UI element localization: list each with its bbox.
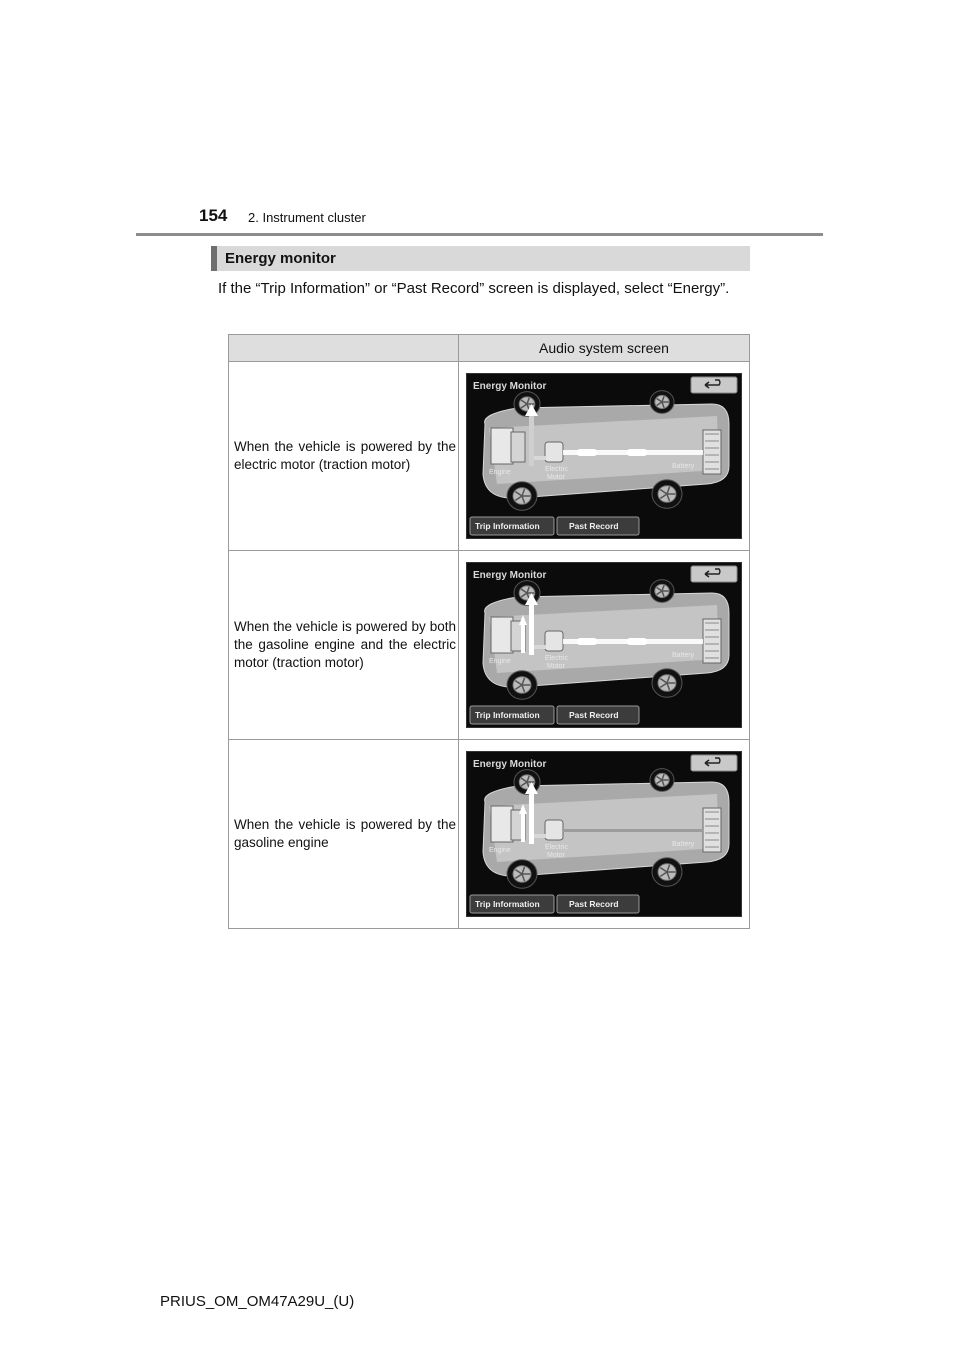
trip-information-label: Trip Information xyxy=(475,710,540,720)
label-electric-motor-line2: Motor xyxy=(547,474,565,481)
label-electric-motor-line1: Electric xyxy=(545,844,568,851)
label-electric-motor-line1: Electric xyxy=(545,655,568,662)
label-engine: Engine xyxy=(489,658,511,665)
front-right-wheel-icon xyxy=(652,669,682,698)
label-electric-motor-line2: Motor xyxy=(547,663,565,670)
past-record-button[interactable] xyxy=(557,517,639,535)
electric-motor-icon xyxy=(545,442,563,462)
table-header-blank xyxy=(229,335,459,362)
row-description: When the vehicle is powered by the electric motor (traction motor) xyxy=(229,362,459,551)
past-record-button[interactable] xyxy=(557,895,639,913)
label-engine: Engine xyxy=(489,847,511,854)
rear-right-wheel-icon xyxy=(650,391,674,414)
rear-right-wheel-icon xyxy=(650,580,674,603)
label-electric-motor-line1: Electric xyxy=(545,466,568,473)
page-number: 154 xyxy=(199,206,228,225)
trip-information-button[interactable] xyxy=(470,895,554,913)
row-screenshot xyxy=(459,740,750,929)
label-engine: Engine xyxy=(489,469,511,476)
intro-paragraph: If the “Trip Information” or “Past Record” screen is displayed, select “Energy”. xyxy=(218,280,730,297)
row-description: When the vehicle is powered by both the gasoline engine and the electric motor (traction motor) xyxy=(229,551,459,740)
screen-title: Energy Monitor xyxy=(473,570,547,581)
table-row xyxy=(229,740,750,929)
table-row xyxy=(229,362,750,551)
battery-icon xyxy=(703,808,721,852)
front-right-wheel-icon xyxy=(652,480,682,509)
engine-icon xyxy=(491,806,525,842)
label-battery: Battery xyxy=(672,841,695,848)
screen-title: Energy Monitor xyxy=(473,381,547,392)
past-record-label: Past Record xyxy=(569,521,619,531)
return-arrow-icon[interactable] xyxy=(691,755,737,771)
electric-motor-icon xyxy=(545,820,563,840)
table-header-row xyxy=(229,335,750,362)
page-footer: PRIUS_OM_OM47A29U_(U) xyxy=(160,1293,355,1310)
energy-monitor-screen xyxy=(466,373,742,539)
energy-monitor-table xyxy=(228,334,750,929)
energy-monitor-screen xyxy=(466,562,742,728)
table-row xyxy=(229,551,750,740)
engine-icon xyxy=(491,617,525,653)
front-left-wheel-icon xyxy=(507,482,537,511)
past-record-button[interactable] xyxy=(557,706,639,724)
screen-title: Energy Monitor xyxy=(473,759,547,770)
energy-monitor-screen xyxy=(466,751,742,917)
section-heading: Energy monitor xyxy=(211,246,750,271)
front-left-wheel-icon xyxy=(507,671,537,700)
past-record-label: Past Record xyxy=(569,710,619,720)
label-battery: Battery xyxy=(672,652,695,659)
row-description: When the vehicle is powered by the gasoline engine xyxy=(229,740,459,929)
electric-motor-icon xyxy=(545,631,563,651)
chapter-title: 2. Instrument cluster xyxy=(248,210,366,225)
trip-information-label: Trip Information xyxy=(475,899,540,909)
return-arrow-icon[interactable] xyxy=(691,377,737,393)
battery-icon xyxy=(703,619,721,663)
trip-information-label: Trip Information xyxy=(475,521,540,531)
front-right-wheel-icon xyxy=(652,858,682,887)
return-arrow-icon[interactable] xyxy=(691,566,737,582)
table-header-audio: Audio system screen xyxy=(459,335,750,362)
row-screenshot xyxy=(459,551,750,740)
header-rule xyxy=(136,233,823,236)
rear-right-wheel-icon xyxy=(650,769,674,792)
trip-information-button[interactable] xyxy=(470,706,554,724)
row-screenshot xyxy=(459,362,750,551)
trip-information-button[interactable] xyxy=(470,517,554,535)
front-left-wheel-icon xyxy=(507,860,537,889)
label-battery: Battery xyxy=(672,463,695,470)
battery-icon xyxy=(703,430,721,474)
label-electric-motor-line2: Motor xyxy=(547,852,565,859)
past-record-label: Past Record xyxy=(569,899,619,909)
engine-icon xyxy=(491,428,525,464)
